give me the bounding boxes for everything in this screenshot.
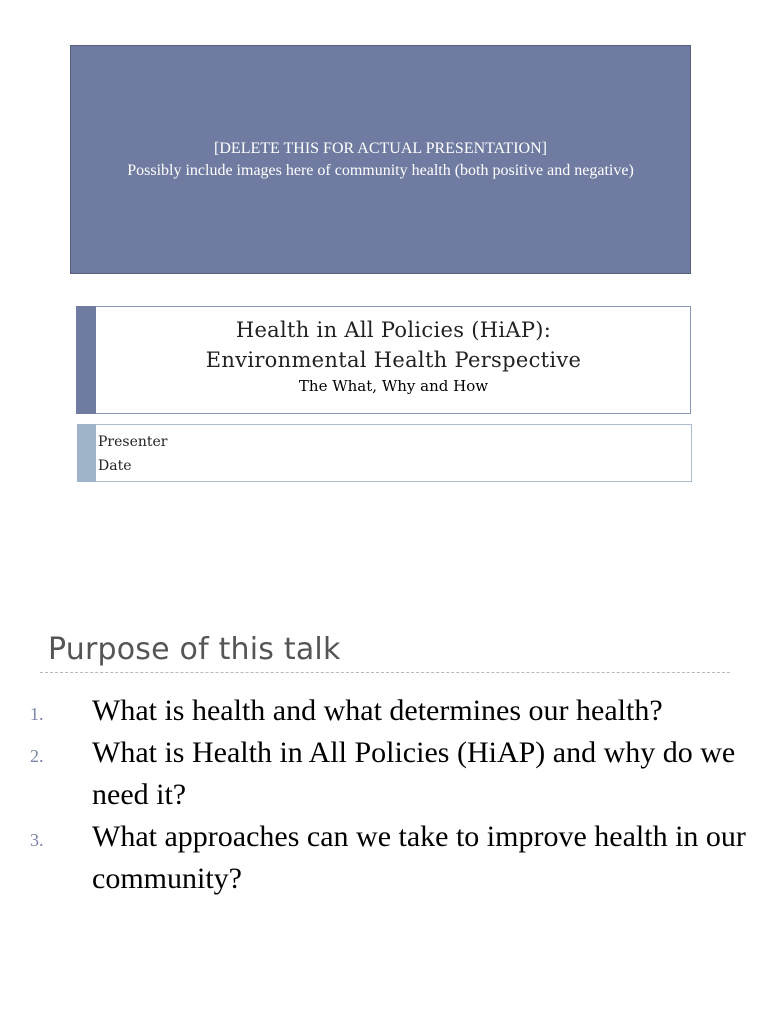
title-accent-bar bbox=[76, 306, 96, 414]
image-placeholder-box bbox=[70, 45, 691, 274]
title-line-1: Health in All Policies (HiAP): bbox=[235, 318, 552, 342]
list-item-number: 2. bbox=[30, 746, 44, 766]
slide-heading: Purpose of this talk bbox=[48, 632, 341, 667]
list-item-text: What is health and what determines our health? bbox=[92, 694, 663, 727]
list-item-text: What approaches can we take to improve health in our community? bbox=[92, 820, 746, 895]
purpose-list bbox=[30, 690, 760, 900]
heading-divider bbox=[40, 672, 730, 673]
date-label: Date bbox=[98, 458, 132, 474]
list-item-text: What is Health in All Policies (HiAP) and why do we need it? bbox=[92, 736, 736, 811]
placeholder-line-1: [DELETE THIS FOR ACTUAL PRESENTATION] bbox=[214, 139, 547, 157]
presenter-label: Presenter bbox=[98, 434, 168, 450]
title-box bbox=[76, 306, 691, 414]
list-item-number: 1. bbox=[30, 704, 44, 724]
presenter-lines bbox=[98, 430, 168, 478]
title-line-2: Environmental Health Perspective bbox=[205, 348, 582, 372]
placeholder-line-2: Possibly include images here of community health (both positive and negative) bbox=[127, 161, 634, 179]
title-content bbox=[97, 315, 690, 397]
subtitle: The What, Why and How bbox=[298, 377, 489, 395]
presenter-accent-bar bbox=[77, 424, 96, 482]
presenter-box bbox=[77, 424, 692, 482]
list-item bbox=[30, 690, 760, 732]
list-item bbox=[30, 732, 760, 816]
list-item bbox=[30, 816, 760, 900]
list-item-number: 3. bbox=[30, 830, 44, 850]
